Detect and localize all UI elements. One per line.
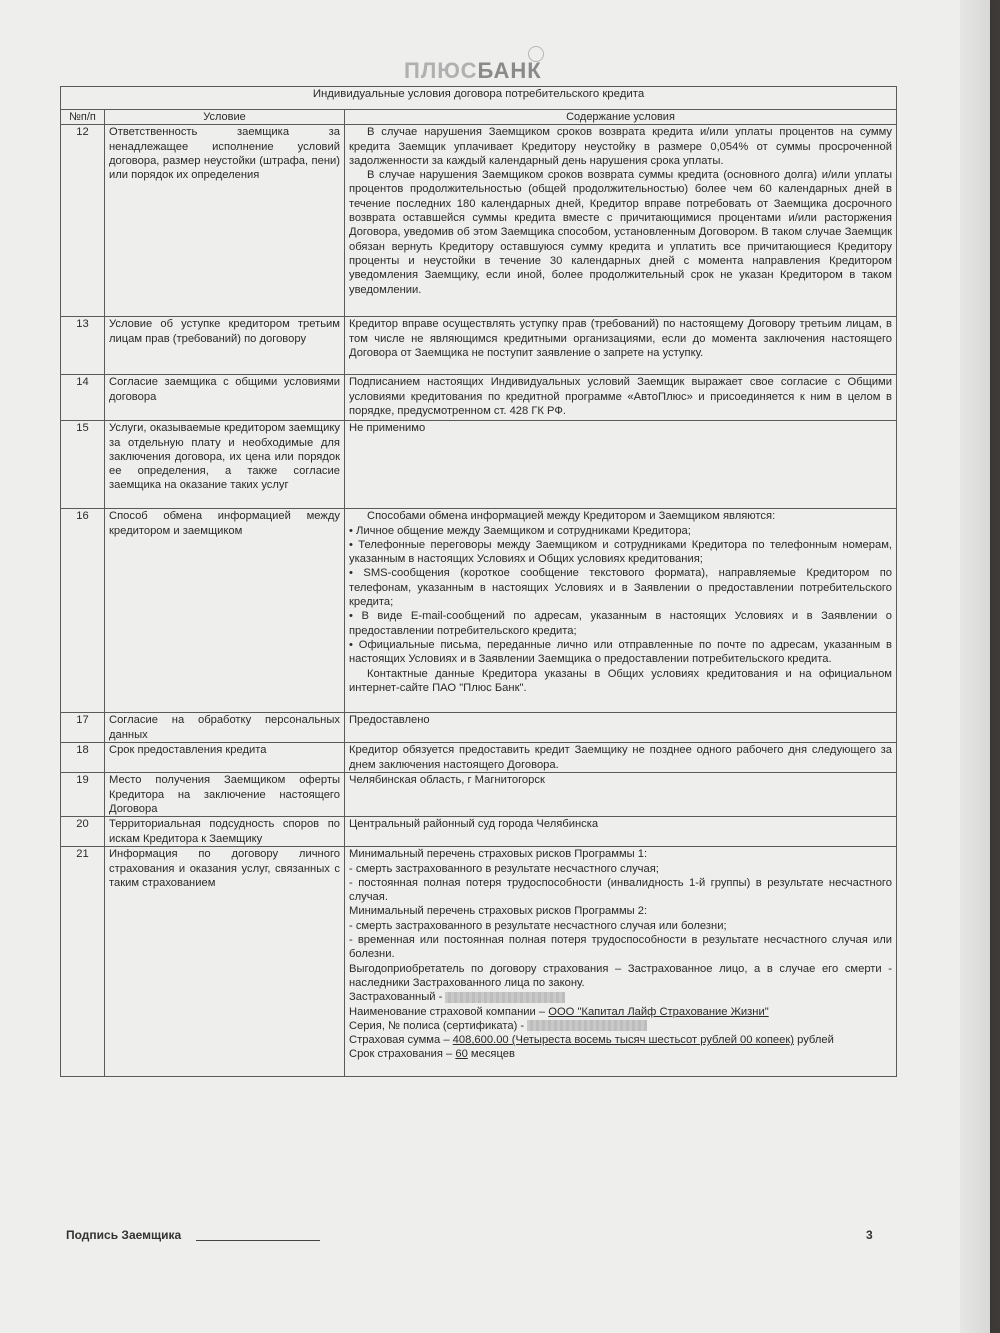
row-condition: Способ обмена информацией между кредитором и заемщиком	[105, 509, 345, 713]
header-content: Содержание условия	[345, 110, 897, 125]
content-bullet: • Официальные письма, переданные лично или отправленные по почте по адресам, указанным в настоящих Условиях и в Заявлении Заемщика о предоставлении потребительского кредита.	[349, 638, 892, 666]
row-content	[345, 847, 897, 1077]
content-paragraph: Кредитор обязуется предоставить кредит Заемщику не позднее одного рабочего дня следующего за днем заключения настоящего Договора.	[349, 744, 892, 771]
content-bullet: • В виде E-mail-сообщений по адресам, указанным в настоящих Условиях и в Заявлении о предоставлении потребительского кредита;	[349, 610, 892, 637]
term-value: 60	[455, 1048, 468, 1061]
row-content	[345, 713, 897, 743]
page-stack-edge	[960, 0, 990, 1333]
insurer-value: ООО "Капитал Лайф Страхование Жизни"	[548, 1005, 769, 1018]
row-content	[345, 125, 897, 317]
content-bullet: • Личное общение между Заемщиком и сотрудниками Кредитора;	[349, 524, 691, 537]
content-bullet: • Телефонные переговоры между Заемщиком и сотрудниками Кредитора по телефонным номерам, указанным в настоящих Условиях и Общих условиях кредитования;	[349, 538, 892, 566]
content-paragraph: Челябинская область, г Магнитогорск	[349, 774, 545, 787]
logo-text-part2: БАНК	[477, 58, 542, 83]
header-num: №п/п	[61, 110, 105, 125]
loan-conditions-table	[60, 86, 897, 1077]
row-number: 12	[61, 125, 105, 317]
logo-text-part1: ПЛЮС	[404, 58, 478, 83]
table-row	[61, 509, 897, 713]
sum-line	[349, 1033, 892, 1047]
term-line	[349, 1047, 892, 1061]
row-content	[345, 421, 897, 509]
row-content	[345, 509, 897, 713]
row-condition: Информация по договору личного страхования и оказания услуг, связанных с таким страхованием	[105, 847, 345, 1077]
table-row	[61, 817, 897, 847]
sum-unit: рублей	[797, 1034, 834, 1047]
content-paragraph: Подписанием настоящих Индивидуальных условий Заемщик выражает свое согласие с Общими условиями кредитования по кредитной программе «АвтоПлюс» и присоединяется к ним в целом в порядке, предусмотренном ст. 428 ГК РФ.	[349, 376, 892, 417]
bank-logo	[404, 58, 542, 84]
redacted-name	[445, 992, 565, 1003]
content-paragraph: В случае нарушения Заемщиком сроков возврата суммы кредита (основного долга) и/или уплаты процентов продолжительностью (общей продолжительностью) более чем 60 календарных дней в течение последних 180 календарных дней, Кредитор вправе потребовать от Заемщика досрочного возврата оставшейся суммы кредита вместе с причитающимися процентами и/или расторжения Договора, уведомив об этом Заемщика способом, установленным Договором. В таком случае Заемщик обязан вернуть Кредитору оставшуюся сумму кредита и уплатить все причитающиеся Кредитору проценты и неустойки в течение 30 календарных дней с момента направления Кредитором уведомления Заемщику, если иной, более продолжительный срок не указан Кредитором в таком уведомлении.	[349, 169, 892, 296]
content-paragraph: В случае нарушения Заемщиком сроков возврата кредита и/или уплаты процентов на сумму кредита Заемщик уплачивает Кредитору неустойку в размере 0,054% от суммы просроченной задолженности за каждый календарный день нарушения срока уплаты.	[349, 126, 892, 167]
row-number: 18	[61, 743, 105, 773]
row-number: 21	[61, 847, 105, 1077]
sum-value: 408,600.00 (Четыреста восемь тысяч шестьсот рублей 00 копеек)	[452, 1034, 794, 1047]
content-paragraph: Минимальный перечень страховых рисков Программы 1:	[349, 848, 648, 861]
content-paragraph: Способами обмена информацией между Кредитором и Заемщиком являются:	[367, 510, 776, 523]
row-content	[345, 743, 897, 773]
signature-line	[196, 1240, 320, 1241]
content-paragraph: Кредитор вправе осуществлять уступку прав (требований) по настоящему Договору третьим лицам, в том числе не являющимся кредитными организациями, если до момента заключения настоящего Договора от Заемщика не поступит заявление о запрете на уступку.	[349, 318, 892, 359]
page-number: 3	[866, 1228, 873, 1242]
content-paragraph: - смерть застрахованного в результате несчастного случая;	[349, 862, 659, 875]
table-row	[61, 743, 897, 773]
content-paragraph: - постоянная полная потеря трудоспособности (инвалидность 1-й группы) в результате несчастного случая.	[349, 876, 892, 904]
row-condition: Услуги, оказываемые кредитором заемщику за отдельную плату и необходимые для заключения договора, их цена или порядок ее определения, а также согласие заемщика на оказание таких услуг	[105, 421, 345, 509]
logo-mark-icon	[528, 46, 544, 62]
insured-label: Застрахованный -	[349, 991, 443, 1004]
term-unit: месяцев	[470, 1048, 515, 1061]
row-number: 15	[61, 421, 105, 509]
row-condition: Согласие заемщика с общими условиями договора	[105, 375, 345, 421]
content-paragraph: - смерть застрахованного в результате несчастного случая или болезни;	[349, 919, 727, 932]
header-condition: Условие	[105, 110, 345, 125]
insured-line	[349, 990, 892, 1004]
row-content	[345, 317, 897, 375]
content-bullet: • SMS-сообщения (короткое сообщение текстового формата), направляемые Кредитором по телефонам, указанным в настоящих Условиях и в Заявлении о предоставлении потребительского кредита;	[349, 567, 892, 609]
row-number: 16	[61, 509, 105, 713]
row-number: 13	[61, 317, 105, 375]
content-paragraph: Не применимо	[349, 422, 426, 435]
row-condition: Территориальная подсудность споров по искам Кредитора к Заемщику	[105, 817, 345, 847]
signature-label: Подпись Заемщика	[66, 1228, 182, 1242]
policy-label: Серия, № полиса (сертификата) -	[349, 1019, 525, 1032]
table-caption: Индивидуальные условия договора потребительского кредита	[61, 87, 897, 110]
table-row	[61, 317, 897, 375]
table-row	[61, 375, 897, 421]
content-paragraph: - временная или постоянная полная потеря трудоспособности в результате несчастного случая или болезни.	[349, 934, 892, 961]
term-label: Срок страхования –	[349, 1048, 453, 1061]
table-row	[61, 713, 897, 743]
policy-line	[349, 1019, 892, 1033]
row-condition: Срок предоставления кредита	[105, 743, 345, 773]
row-content	[345, 375, 897, 421]
content-paragraph: Предоставлено	[349, 714, 430, 727]
content-paragraph: Выгодоприобретатель по договору страхования – Застрахованное лицо, а в случае его смерти - наследники Застрахованного лица по закону.	[349, 962, 892, 989]
row-content	[345, 817, 897, 847]
row-number: 17	[61, 713, 105, 743]
insurer-label: Наименование страховой компании –	[349, 1005, 546, 1018]
row-content	[345, 773, 897, 817]
content-paragraph: Контактные данные Кредитора указаны в Общих условиях кредитования и на официальном интернет-сайте ПАО "Плюс Банк".	[349, 667, 892, 694]
row-number: 20	[61, 817, 105, 847]
row-condition: Условие об уступке кредитором третьим лицам прав (требований) по договору	[105, 317, 345, 375]
row-condition: Ответственность заемщика за ненадлежащее исполнение условий договора, размер неустойки (штрафа, пени) или порядок их определения	[105, 125, 345, 317]
redacted-policy	[527, 1020, 647, 1031]
table-row	[61, 421, 897, 509]
row-number: 14	[61, 375, 105, 421]
row-condition: Место получения Заемщиком оферты Кредитора на заключение настоящего Договора	[105, 773, 345, 817]
table-row	[61, 125, 897, 317]
insurer-line	[349, 1005, 892, 1019]
row-number: 19	[61, 773, 105, 817]
table-row	[61, 773, 897, 817]
content-paragraph: Центральный районный суд города Челябинска	[349, 818, 599, 831]
row-condition: Согласие на обработку персональных данных	[105, 713, 345, 743]
table-row	[61, 847, 897, 1077]
content-paragraph: Минимальный перечень страховых рисков Программы 2:	[349, 905, 648, 918]
sum-label: Страховая сумма –	[349, 1034, 450, 1047]
